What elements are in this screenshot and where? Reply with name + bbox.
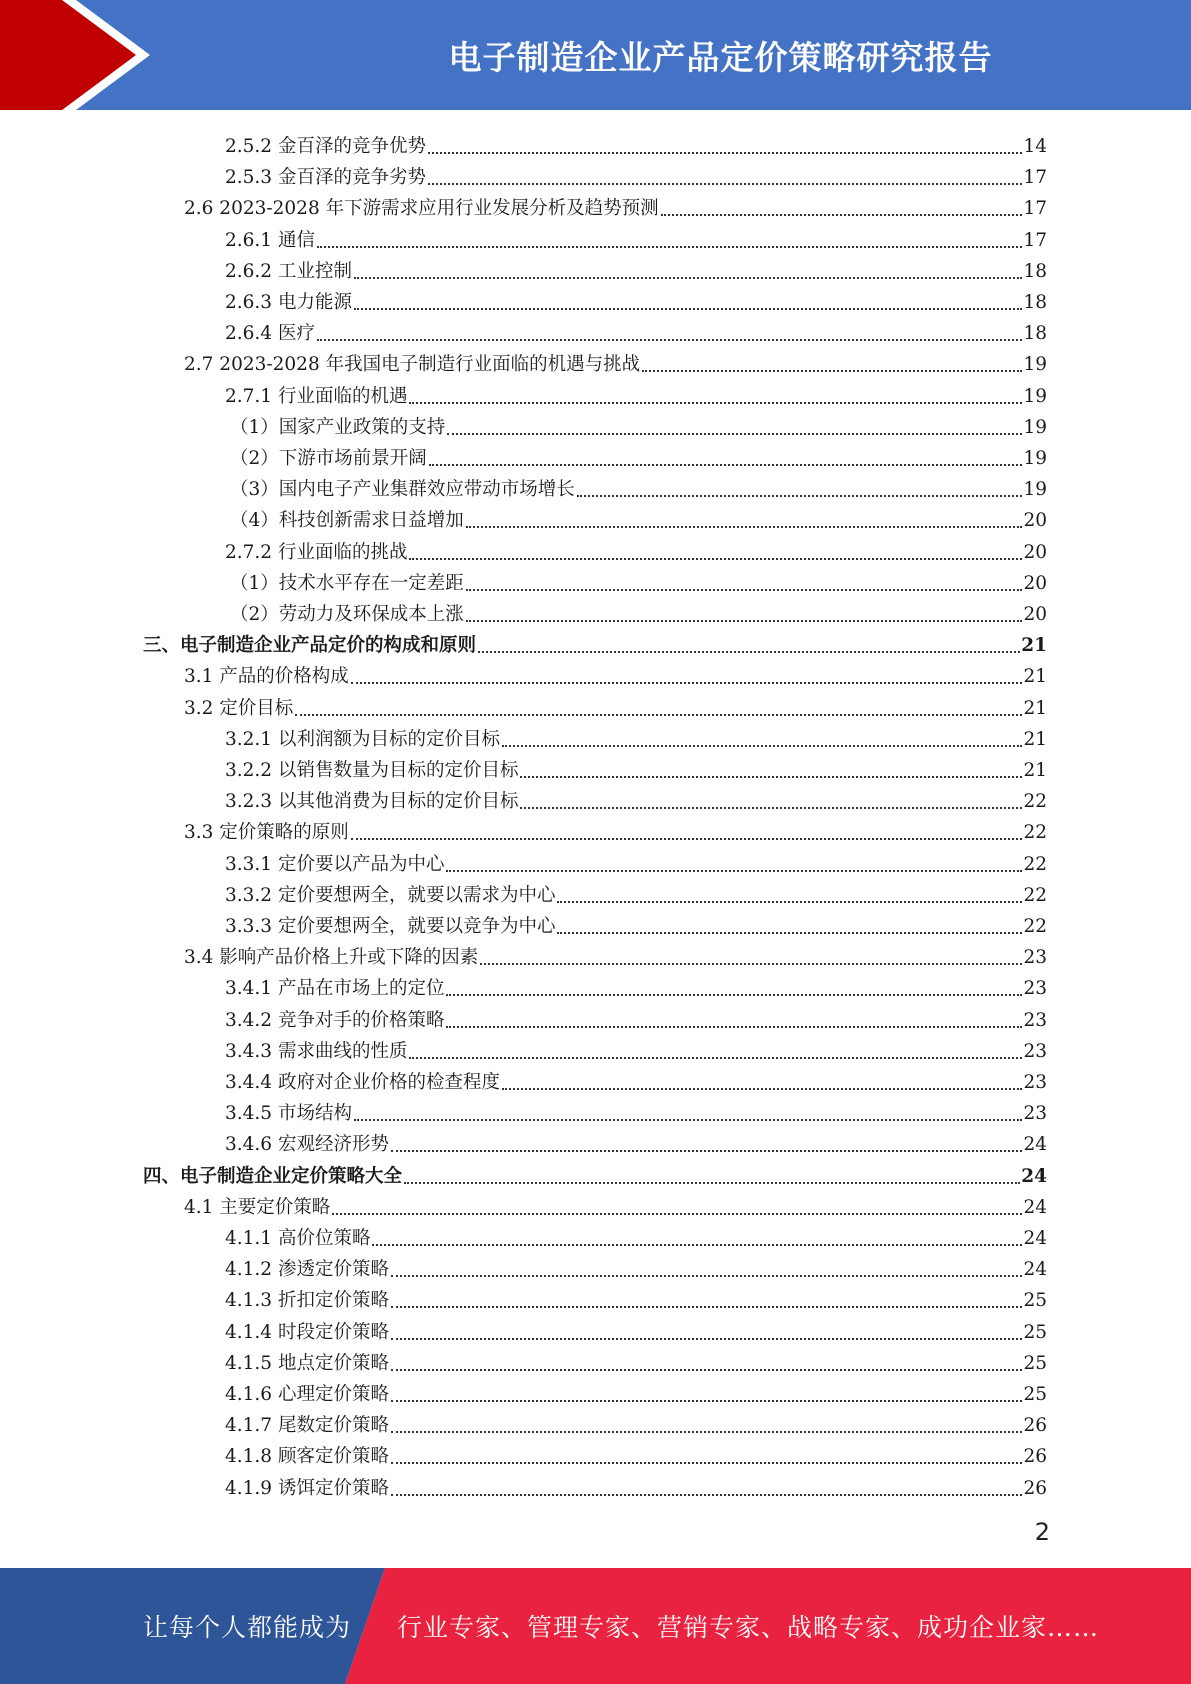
toc-leader-dots (409, 402, 1022, 404)
toc-entry[interactable] (225, 127, 1047, 158)
toc-entry[interactable] (230, 408, 1047, 439)
toc-leader-dots (520, 776, 1022, 778)
toc-entry[interactable] (184, 689, 1047, 720)
toc-entry-label: 3.3 定价策略的原则 (184, 822, 349, 844)
toc-entry-label: 2.6.3 电力能源 (225, 292, 352, 313)
toc-entry-page: 26 (1023, 1415, 1047, 1437)
toc-entry-label: 3.1 产品的价格构成 (184, 666, 349, 688)
toc-entry-page: 19 (1023, 354, 1047, 376)
toc-entry-page: 26 (1023, 1446, 1047, 1468)
toc-entry-label: 2.6.2 工业控制 (225, 260, 352, 282)
toc-entry-label: 2.7 2023-2028 年我国电子制造行业面临的机遇与挑战 (184, 354, 641, 376)
toc-entry[interactable] (225, 533, 1047, 564)
toc-entry-label: （3）国内电子产业集群效应带动市场增长 (230, 479, 575, 501)
toc-entry-label: 4.1.8 顾客定价策略 (225, 1446, 389, 1468)
toc-leader-dots (642, 370, 1022, 372)
toc-entry-label: 3.4.4 政府对企业价格的检查程度 (225, 1072, 500, 1093)
toc-entry[interactable] (225, 377, 1047, 408)
toc-entry-page: 24 (1023, 1259, 1047, 1281)
toc-leader-dots (391, 1462, 1022, 1464)
page-header (0, 0, 1191, 110)
toc-entry[interactable] (225, 221, 1047, 252)
toc-entry-page: 22 (1023, 916, 1047, 937)
toc-entry-label: 3.2 定价目标 (184, 697, 294, 719)
toc-entry-page: 23 (1023, 947, 1047, 969)
toc-leader-dots (351, 682, 1023, 684)
toc-entry-page: 24 (1023, 1134, 1047, 1156)
toc-leader-dots (502, 1088, 1022, 1090)
toc-leader-dots (391, 1431, 1022, 1433)
toc-leader-dots (466, 526, 1023, 528)
toc-entry-page: 19 (1023, 385, 1047, 407)
page-number: 2 (1034, 1518, 1050, 1546)
toc-leader-dots (446, 994, 1022, 996)
toc-entry-label: （2）下游市场前景开阔 (230, 448, 427, 469)
toc-leader-dots (391, 1150, 1022, 1152)
toc-entry-page: 22 (1023, 853, 1047, 875)
toc-entry-page: 26 (1023, 1477, 1047, 1499)
toc-entry-label: 3.3.3 定价要想两全，就要以竞争为中心 (225, 916, 556, 937)
toc-entry-page: 25 (1023, 1352, 1047, 1374)
toc-entry-page: 19 (1023, 479, 1047, 501)
toc-leader-dots (466, 589, 1023, 591)
document-title: 电子制造企业产品定价策略研究报告 (448, 37, 993, 77)
toc-entry[interactable] (225, 907, 1047, 938)
toc-entry-page: 23 (1023, 978, 1047, 1000)
toc-entry-label: 3.4.5 市场结构 (225, 1103, 352, 1125)
toc-entry[interactable] (225, 1437, 1047, 1468)
toc-entry-page: 23 (1023, 1040, 1047, 1062)
toc-entry[interactable] (230, 470, 1047, 501)
toc-entry[interactable] (225, 782, 1047, 813)
toc-entry[interactable] (225, 969, 1047, 1000)
toc-entry[interactable] (184, 1188, 1047, 1219)
toc-entry[interactable] (225, 1344, 1047, 1375)
toc-entry-label: 3.3.1 定价要以产品为中心 (225, 853, 445, 875)
toc-leader-dots (466, 620, 1023, 622)
toc-leader-dots (317, 246, 1023, 248)
toc-entry-label: 4.1.5 地点定价策略 (225, 1352, 389, 1374)
toc-entry-page: 20 (1023, 604, 1047, 625)
toc-entry-label: 2.6.1 通信 (225, 229, 315, 251)
toc-entry-page: 24 (1021, 1165, 1047, 1187)
toc-entry-page: 25 (1023, 1290, 1047, 1312)
toc-leader-dots (557, 901, 1022, 903)
toc-entry-label: 4.1.3 折扣定价策略 (225, 1290, 389, 1312)
toc-entry-page: 21 (1023, 697, 1047, 719)
toc-entry-page: 17 (1023, 198, 1047, 220)
toc-leader-dots (391, 1494, 1022, 1496)
toc-leader-dots (354, 1119, 1023, 1121)
toc-entry[interactable] (230, 595, 1047, 626)
toc-leader-dots (429, 464, 1023, 466)
toc-entry[interactable] (225, 1219, 1047, 1250)
toc-entry-page: 22 (1023, 884, 1047, 906)
toc-entry-page: 20 (1023, 572, 1047, 594)
toc-entry[interactable] (184, 813, 1047, 844)
toc-leader-dots (478, 651, 1020, 653)
toc-entry-page: 22 (1023, 791, 1047, 813)
toc-entry-label: 3.2.2 以销售数量为目标的定价目标 (225, 760, 519, 781)
toc-entry-label: 2.7.1 行业面临的机遇 (225, 385, 408, 407)
toc-entry-label: 3.3.2 定价要想两全，就要以需求为中心 (225, 884, 556, 906)
toc-entry[interactable] (225, 1406, 1047, 1437)
toc-entry[interactable] (225, 158, 1047, 189)
toc-entry[interactable] (184, 189, 1047, 220)
toc-leader-dots (577, 495, 1023, 497)
toc-entry-label: 三、电子制造企业产品定价的构成和原则 (143, 635, 477, 657)
toc-entry-label: 2.7.2 行业面临的挑战 (225, 541, 408, 563)
toc-leader-dots (332, 1213, 1022, 1215)
toc-entry-label: 2.6.4 医疗 (225, 323, 315, 345)
toc-leader-dots (404, 1182, 1020, 1184)
footer-slogan-right: 行业专家、管理专家、营销专家、战略专家、成功企业家…… (397, 1613, 1100, 1642)
toc-leader-dots (520, 807, 1022, 809)
toc-entry-page: 22 (1023, 822, 1047, 844)
toc-entry-label: 3.2.3 以其他消费为目标的定价目标 (225, 791, 519, 813)
toc-entry[interactable] (225, 283, 1047, 314)
toc-entry-label: 4.1.6 心理定价策略 (225, 1384, 389, 1405)
toc-entry-page: 25 (1023, 1384, 1047, 1405)
toc-entry-page: 18 (1023, 260, 1047, 282)
toc-entry-label: 3.4.3 需求曲线的性质 (225, 1040, 408, 1062)
toc-entry-label: 4.1 主要定价策略 (184, 1196, 331, 1218)
toc-entry[interactable] (184, 345, 1047, 376)
toc-entry-label: （1）技术水平存在一定差距 (230, 572, 464, 594)
toc-entry-page: 17 (1023, 229, 1047, 251)
toc-leader-dots (409, 1057, 1022, 1059)
toc-entry-label: （1）国家产业政策的支持 (230, 416, 446, 438)
toc-entry-page: 21 (1023, 666, 1047, 688)
toc-entry-page: 25 (1023, 1321, 1047, 1343)
toc-entry-page: 21 (1021, 635, 1047, 657)
toc-leader-dots (391, 1338, 1022, 1340)
toc-entry-label: （2）劳动力及环保成本上涨 (230, 604, 464, 625)
toc-leader-dots (446, 1026, 1022, 1028)
toc-entry-label: 3.4 影响产品价格上升或下降的因素 (184, 947, 479, 969)
toc-entry[interactable] (184, 938, 1047, 969)
toc-entry-page: 21 (1023, 760, 1047, 781)
toc-entry-label: 2.5.3 金百泽的竞争劣势 (225, 167, 426, 189)
toc-entry[interactable] (225, 1001, 1047, 1032)
footer-slogan-left: 让每个人都能成为 (143, 1613, 352, 1642)
toc-entry-page: 14 (1023, 136, 1047, 157)
toc-entry-page: 18 (1023, 292, 1047, 313)
toc-entry-label: 2.5.2 金百泽的竞争优势 (225, 136, 426, 157)
toc-entry-label: 四、电子制造企业定价策略大全 (143, 1165, 403, 1187)
toc-entry-page: 23 (1023, 1103, 1047, 1125)
toc-entry[interactable] (143, 626, 1047, 657)
toc-entry[interactable] (225, 845, 1047, 876)
toc-entry-page: 24 (1023, 1228, 1047, 1249)
toc-entry-page: 19 (1023, 448, 1047, 469)
toc-entry-label: 4.1.1 高价位策略 (225, 1228, 371, 1249)
toc-entry[interactable] (225, 1125, 1047, 1156)
toc-entry-page: 20 (1023, 541, 1047, 563)
toc-entry-page: 20 (1023, 510, 1047, 532)
toc-leader-dots (446, 870, 1022, 872)
toc-entry-page: 19 (1023, 416, 1047, 438)
toc-entry[interactable] (225, 1250, 1047, 1281)
toc-entry-label: 2.6 2023-2028 年下游需求应用行业发展分析及趋势预测 (184, 198, 659, 220)
toc-leader-dots (661, 214, 1023, 216)
toc-entry-page: 21 (1023, 728, 1047, 750)
toc-leader-dots (447, 433, 1022, 435)
toc-entry[interactable] (143, 1157, 1047, 1188)
toc-leader-dots (480, 963, 1022, 965)
toc-leader-dots (428, 152, 1022, 154)
toc-entry-label: 3.4.1 产品在市场上的定位 (225, 978, 445, 1000)
toc-entry-label: 4.1.4 时段定价策略 (225, 1321, 389, 1343)
toc-leader-dots (391, 1369, 1022, 1371)
toc-entry[interactable] (230, 501, 1047, 532)
toc-entry-label: 4.1.7 尾数定价策略 (225, 1415, 389, 1437)
toc-entry-label: 4.1.2 渗透定价策略 (225, 1259, 389, 1281)
toc-leader-dots (372, 1244, 1022, 1246)
toc-entry-label: 3.4.6 宏观经济形势 (225, 1134, 389, 1156)
toc-entry[interactable] (225, 314, 1047, 345)
toc-leader-dots (391, 1400, 1022, 1402)
toc-entry-page: 23 (1023, 1009, 1047, 1031)
toc-entry[interactable] (225, 252, 1047, 283)
toc-entry[interactable] (225, 1094, 1047, 1125)
toc-leader-dots (295, 714, 1022, 716)
toc-entry-label: 4.1.9 诱饵定价策略 (225, 1477, 389, 1499)
toc-leader-dots (502, 745, 1022, 747)
toc-leader-dots (391, 1275, 1022, 1277)
toc-entry[interactable] (230, 439, 1047, 470)
toc-entry-page: 17 (1023, 167, 1047, 189)
toc-leader-dots (409, 558, 1022, 560)
toc-entry[interactable] (225, 1281, 1047, 1312)
toc-entry-label: 3.4.2 竞争对手的价格策略 (225, 1009, 445, 1031)
toc-leader-dots (351, 838, 1023, 840)
toc-entry-page: 23 (1023, 1072, 1047, 1093)
toc-entry[interactable] (225, 720, 1047, 751)
toc-entry-label: （4）科技创新需求日益增加 (230, 510, 464, 532)
toc-entry-page: 24 (1023, 1196, 1047, 1218)
toc-leader-dots (557, 932, 1022, 934)
toc-entry[interactable] (225, 1313, 1047, 1344)
toc-entry[interactable] (225, 876, 1047, 907)
toc-entry-label: 3.2.1 以利润额为目标的定价目标 (225, 728, 500, 750)
toc-leader-dots (354, 277, 1023, 279)
toc-entry[interactable] (184, 657, 1047, 688)
toc-leader-dots (428, 183, 1022, 185)
toc-entry[interactable] (225, 1032, 1047, 1063)
toc-entry[interactable] (225, 1375, 1047, 1406)
toc-entry[interactable] (230, 564, 1047, 595)
toc-leader-dots (354, 308, 1023, 310)
toc-entry-page: 18 (1023, 323, 1047, 345)
toc-leader-dots (391, 1306, 1022, 1308)
toc-entry[interactable] (225, 751, 1047, 782)
toc-entry[interactable] (225, 1063, 1047, 1094)
toc-entry[interactable] (225, 1469, 1047, 1500)
toc-leader-dots (317, 339, 1023, 341)
page-footer (0, 1568, 1191, 1684)
